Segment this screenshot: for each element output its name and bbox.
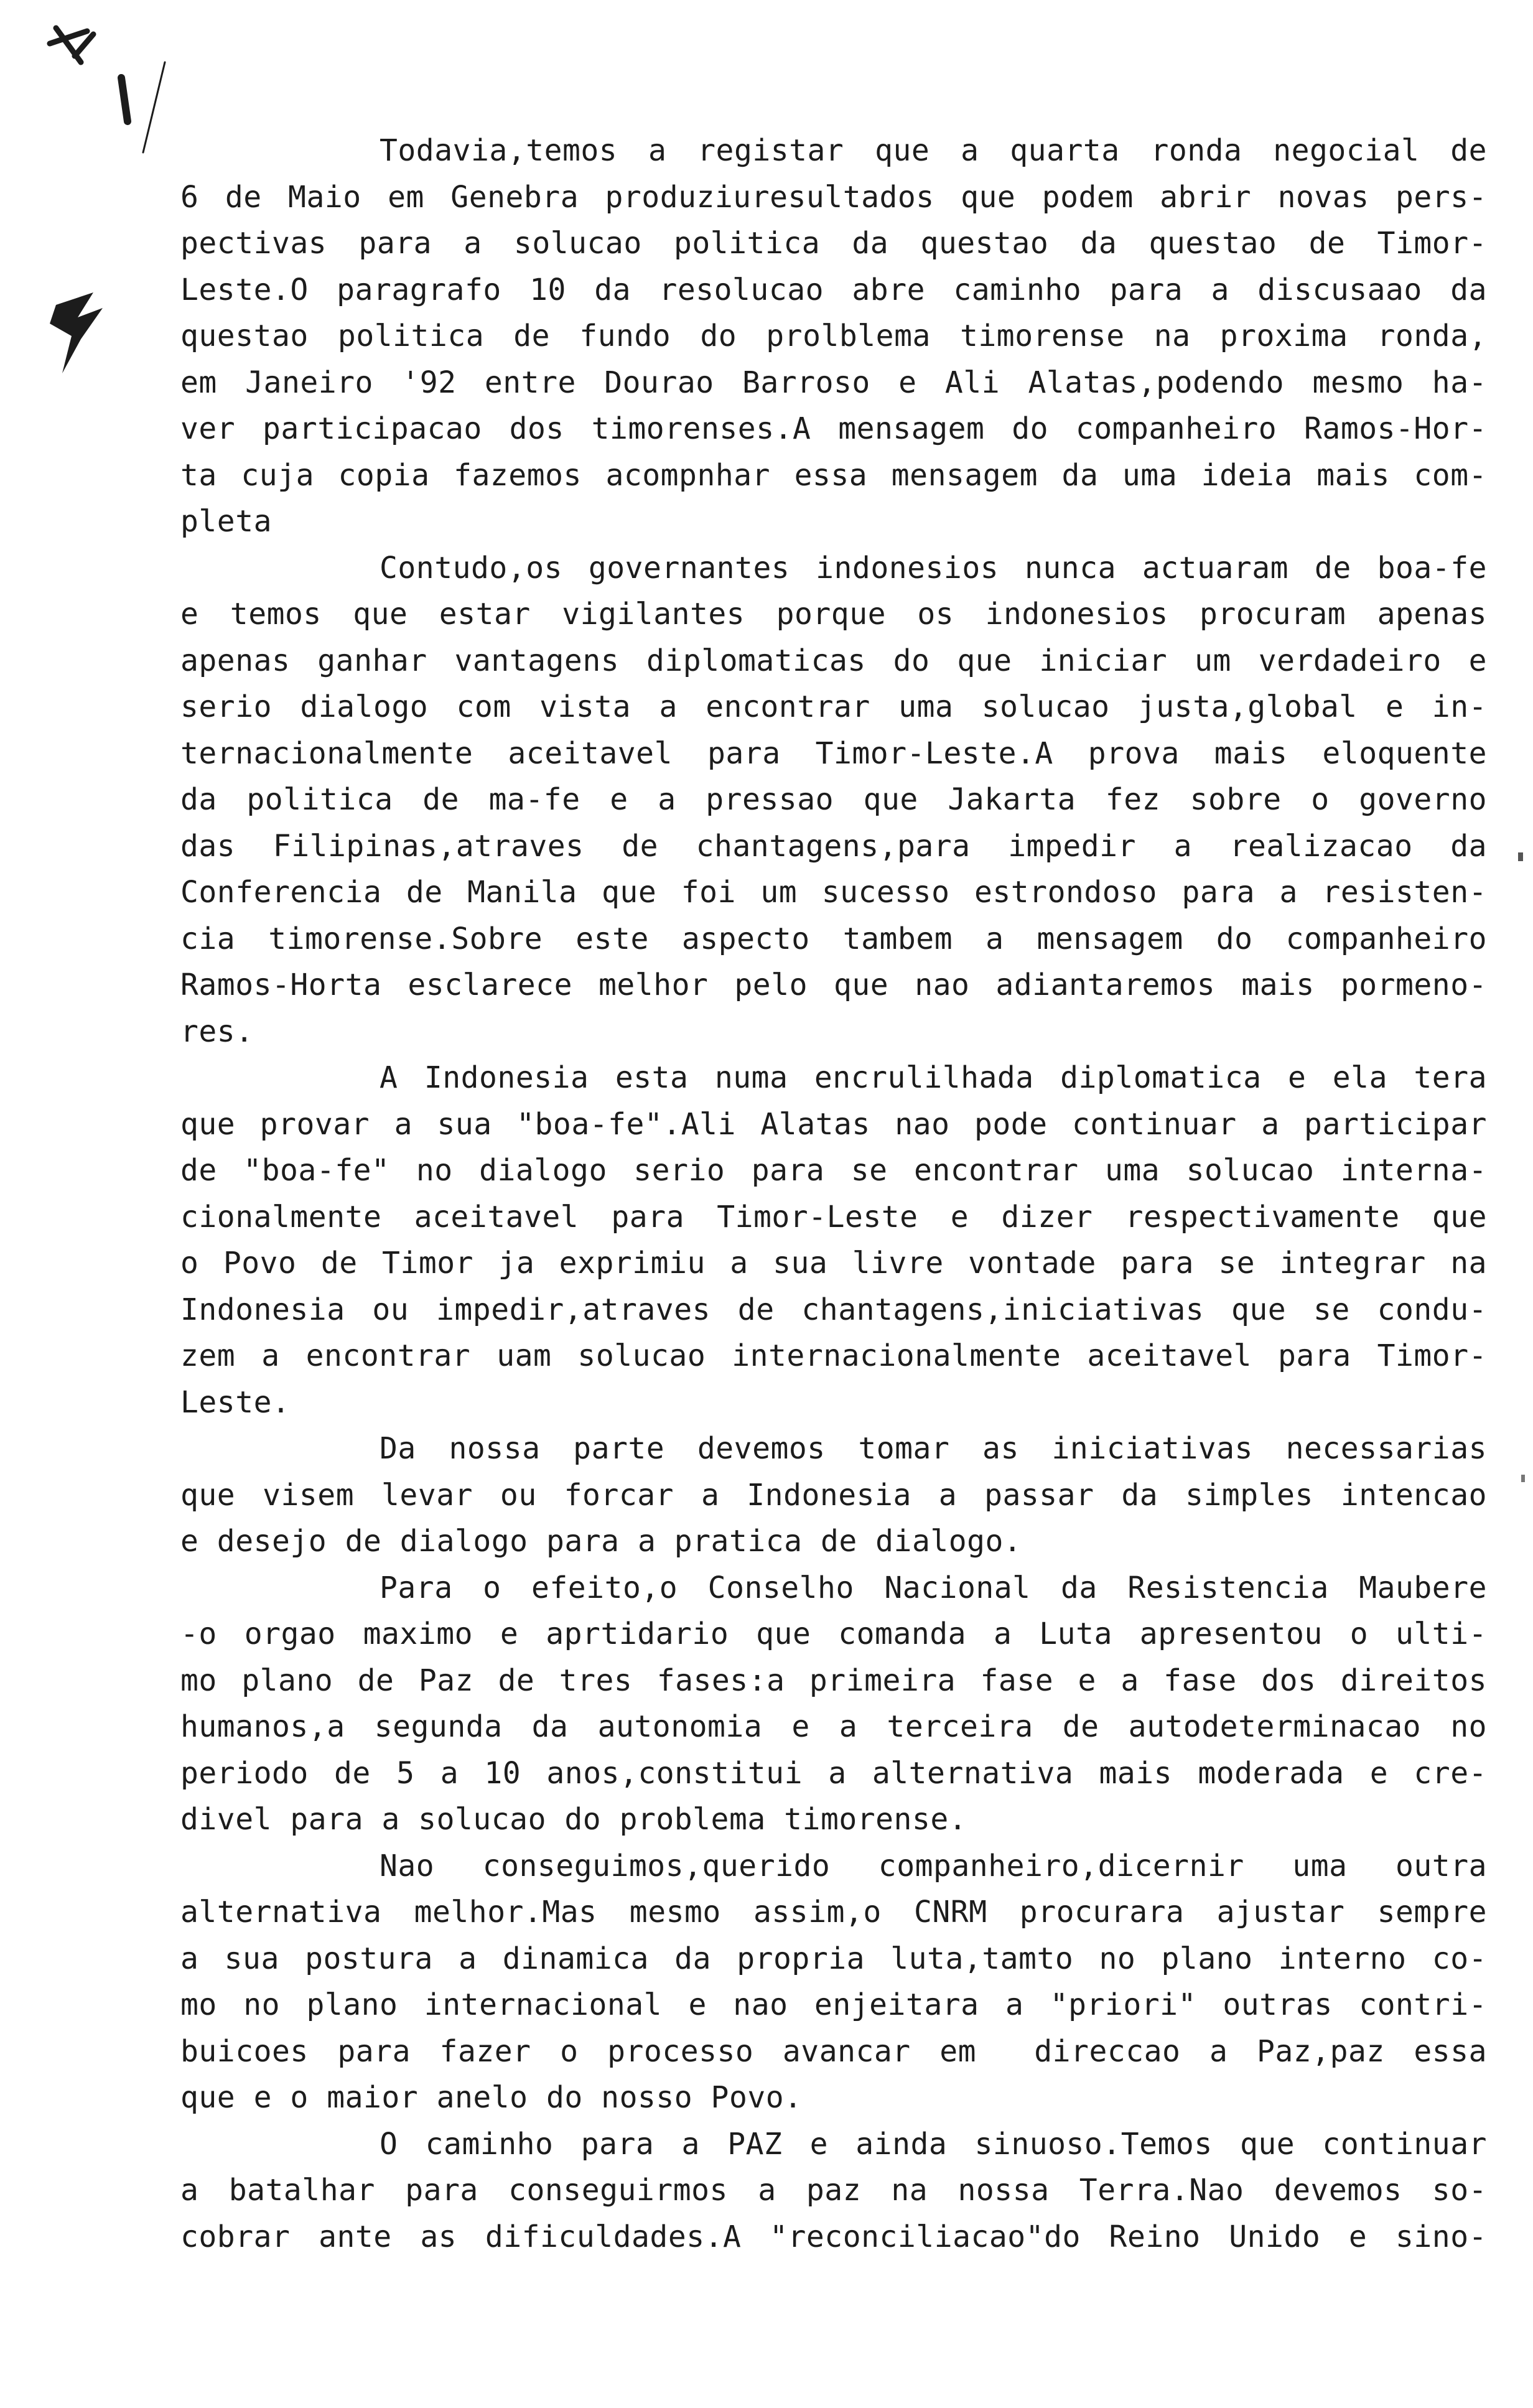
text-line: A Indonesia esta numa encrulilhada diplomatica e ela tera	[380, 1060, 1487, 1095]
text-line: Todavia,temos a registar que a quarta ronda negocial de	[380, 133, 1487, 168]
text-line: cionalmente aceitavel para Timor-Leste e dizer respectivamente que	[180, 1199, 1487, 1234]
text-line: que e o maior anelo do nosso Povo.	[180, 2080, 803, 2115]
ink-speck	[1518, 852, 1523, 861]
paragraph	[180, 2121, 1487, 2261]
text-line: que visem levar ou forcar a Indonesia a passar da simples intencao	[180, 1477, 1487, 1513]
text-line: em Janeiro '92 entre Dourao Barroso e Ali Alatas,podendo mesmo ha-	[180, 365, 1487, 400]
letter-body	[180, 128, 1487, 2260]
paragraph	[180, 545, 1487, 1055]
text-line: Contudo,os governantes indonesios nunca actuaram de boa-fe	[380, 550, 1487, 586]
text-line: Para o efeito,o Conselho Nacional da Resistencia Maubere	[380, 1570, 1487, 1605]
ink-speck	[1521, 1475, 1525, 1482]
text-line: Leste.	[180, 1384, 291, 1420]
text-line: serio dialogo com vista a encontrar uma solucao justa,global e in-	[180, 689, 1487, 724]
text-line: o Povo de Timor ja exprimiu a sua livre vontade para se integrar na	[180, 1246, 1487, 1281]
ink-blot-icon	[44, 280, 124, 380]
text-line: Ramos-Horta esclarece melhor pelo que nao adiantaremos mais pormeno-	[180, 968, 1487, 1002]
text-line: questao politica de fundo do prolblema timorense na proxima ronda,	[180, 319, 1487, 353]
paragraph	[180, 1426, 1487, 1565]
text-line: Conferencia de Manila que foi um sucesso estrondoso para a resisten-	[180, 875, 1487, 910]
text-line: ver participacao dos timorenses.A mensagem do companheiro Ramos-Hor-	[180, 411, 1487, 446]
text-line: a batalhar para conseguirmos a paz na nossa Terra.Nao devemos so-	[180, 2173, 1487, 2208]
text-line: Leste.O paragrafo 10 da resolucao abre caminho para a discusaao da	[180, 272, 1487, 307]
text-line: divel para a solucao do problema timorense.	[180, 1802, 967, 1837]
text-line: Da nossa parte devemos tomar as iniciativas necessarias	[380, 1431, 1487, 1466]
text-line: mo no plano internacional e nao enjeitara a "priori" outras contri-	[180, 1987, 1487, 2022]
text-line: alternativa melhor.Mas mesmo assim,o CNRM procurara ajustar sempre	[180, 1895, 1487, 1930]
text-line: ta cuja copia fazemos acompnhar essa mensagem da uma ideia mais com-	[180, 457, 1487, 493]
paragraph	[180, 1843, 1487, 2121]
text-line: pleta	[180, 504, 272, 539]
text-line: buicoes para fazer o processo avancar em direccao a Paz,paz essa	[180, 2033, 1487, 2069]
paragraph	[180, 1055, 1487, 1426]
text-line: res.	[180, 1014, 254, 1049]
text-line: de "boa-fe" no dialogo serio para se encontrar uma solucao interna-	[180, 1153, 1487, 1188]
text-line: 6 de Maio em Genebra produziuresultados que podem abrir novas pers-	[180, 179, 1487, 215]
text-line: da politica de ma-fe e a pressao que Jakarta fez sobre o governo	[180, 782, 1487, 817]
text-line: cia timorense.Sobre este aspecto tambem a mensagem do companheiro	[180, 921, 1487, 956]
text-line: mo plano de Paz de tres fases:a primeira fase e a fase dos direitos	[180, 1663, 1487, 1698]
text-line: e temos que estar vigilantes porque os indonesios procuram apenas	[180, 597, 1487, 632]
text-line: cobrar ante as dificuldades.A "reconciliacao"do Reino Unido e sino-	[180, 2219, 1487, 2254]
text-line: Indonesia ou impedir,atraves de chantagens,iniciativas que se condu-	[180, 1292, 1487, 1327]
text-line: -o orgao maximo e aprtidario que comanda a Luta apresentou o ulti-	[180, 1617, 1487, 1651]
text-line: que provar a sua "boa-fe".Ali Alatas nao pode continuar a participar	[180, 1106, 1487, 1142]
text-line: zem a encontrar uam solucao internacionalmente aceitavel para Timor-	[180, 1338, 1487, 1373]
text-line: e desejo de dialogo para a pratica de dialogo.	[180, 1524, 1022, 1559]
text-line: O caminho para a PAZ e ainda sinuoso.Temos que continuar	[380, 2126, 1487, 2162]
paragraph	[180, 1565, 1487, 1843]
text-line: ternacionalmente aceitavel para Timor-Leste.A prova mais eloquente	[180, 735, 1487, 771]
paragraph	[180, 128, 1487, 545]
text-line: apenas ganhar vantagens diplomaticas do que iniciar um verdadeiro e	[180, 643, 1487, 678]
text-line: humanos,a segunda da autonomia e a terceira de autodeterminacao no	[180, 1709, 1487, 1744]
text-line: periodo de 5 a 10 anos,constitui a alternativa mais moderada e cre-	[180, 1755, 1487, 1791]
text-line: Nao conseguimos,querido companheiro,dicernir uma outra	[380, 1848, 1487, 1883]
text-line: a sua postura a dinamica da propria luta,tamto no plano interno co-	[180, 1941, 1487, 1976]
handwritten-mark-icon	[37, 19, 174, 162]
text-line: pectivas para a solucao politica da questao da questao de Timor-	[180, 226, 1487, 261]
text-line: das Filipinas,atraves de chantagens,para impedir a realizacao da	[180, 828, 1487, 864]
